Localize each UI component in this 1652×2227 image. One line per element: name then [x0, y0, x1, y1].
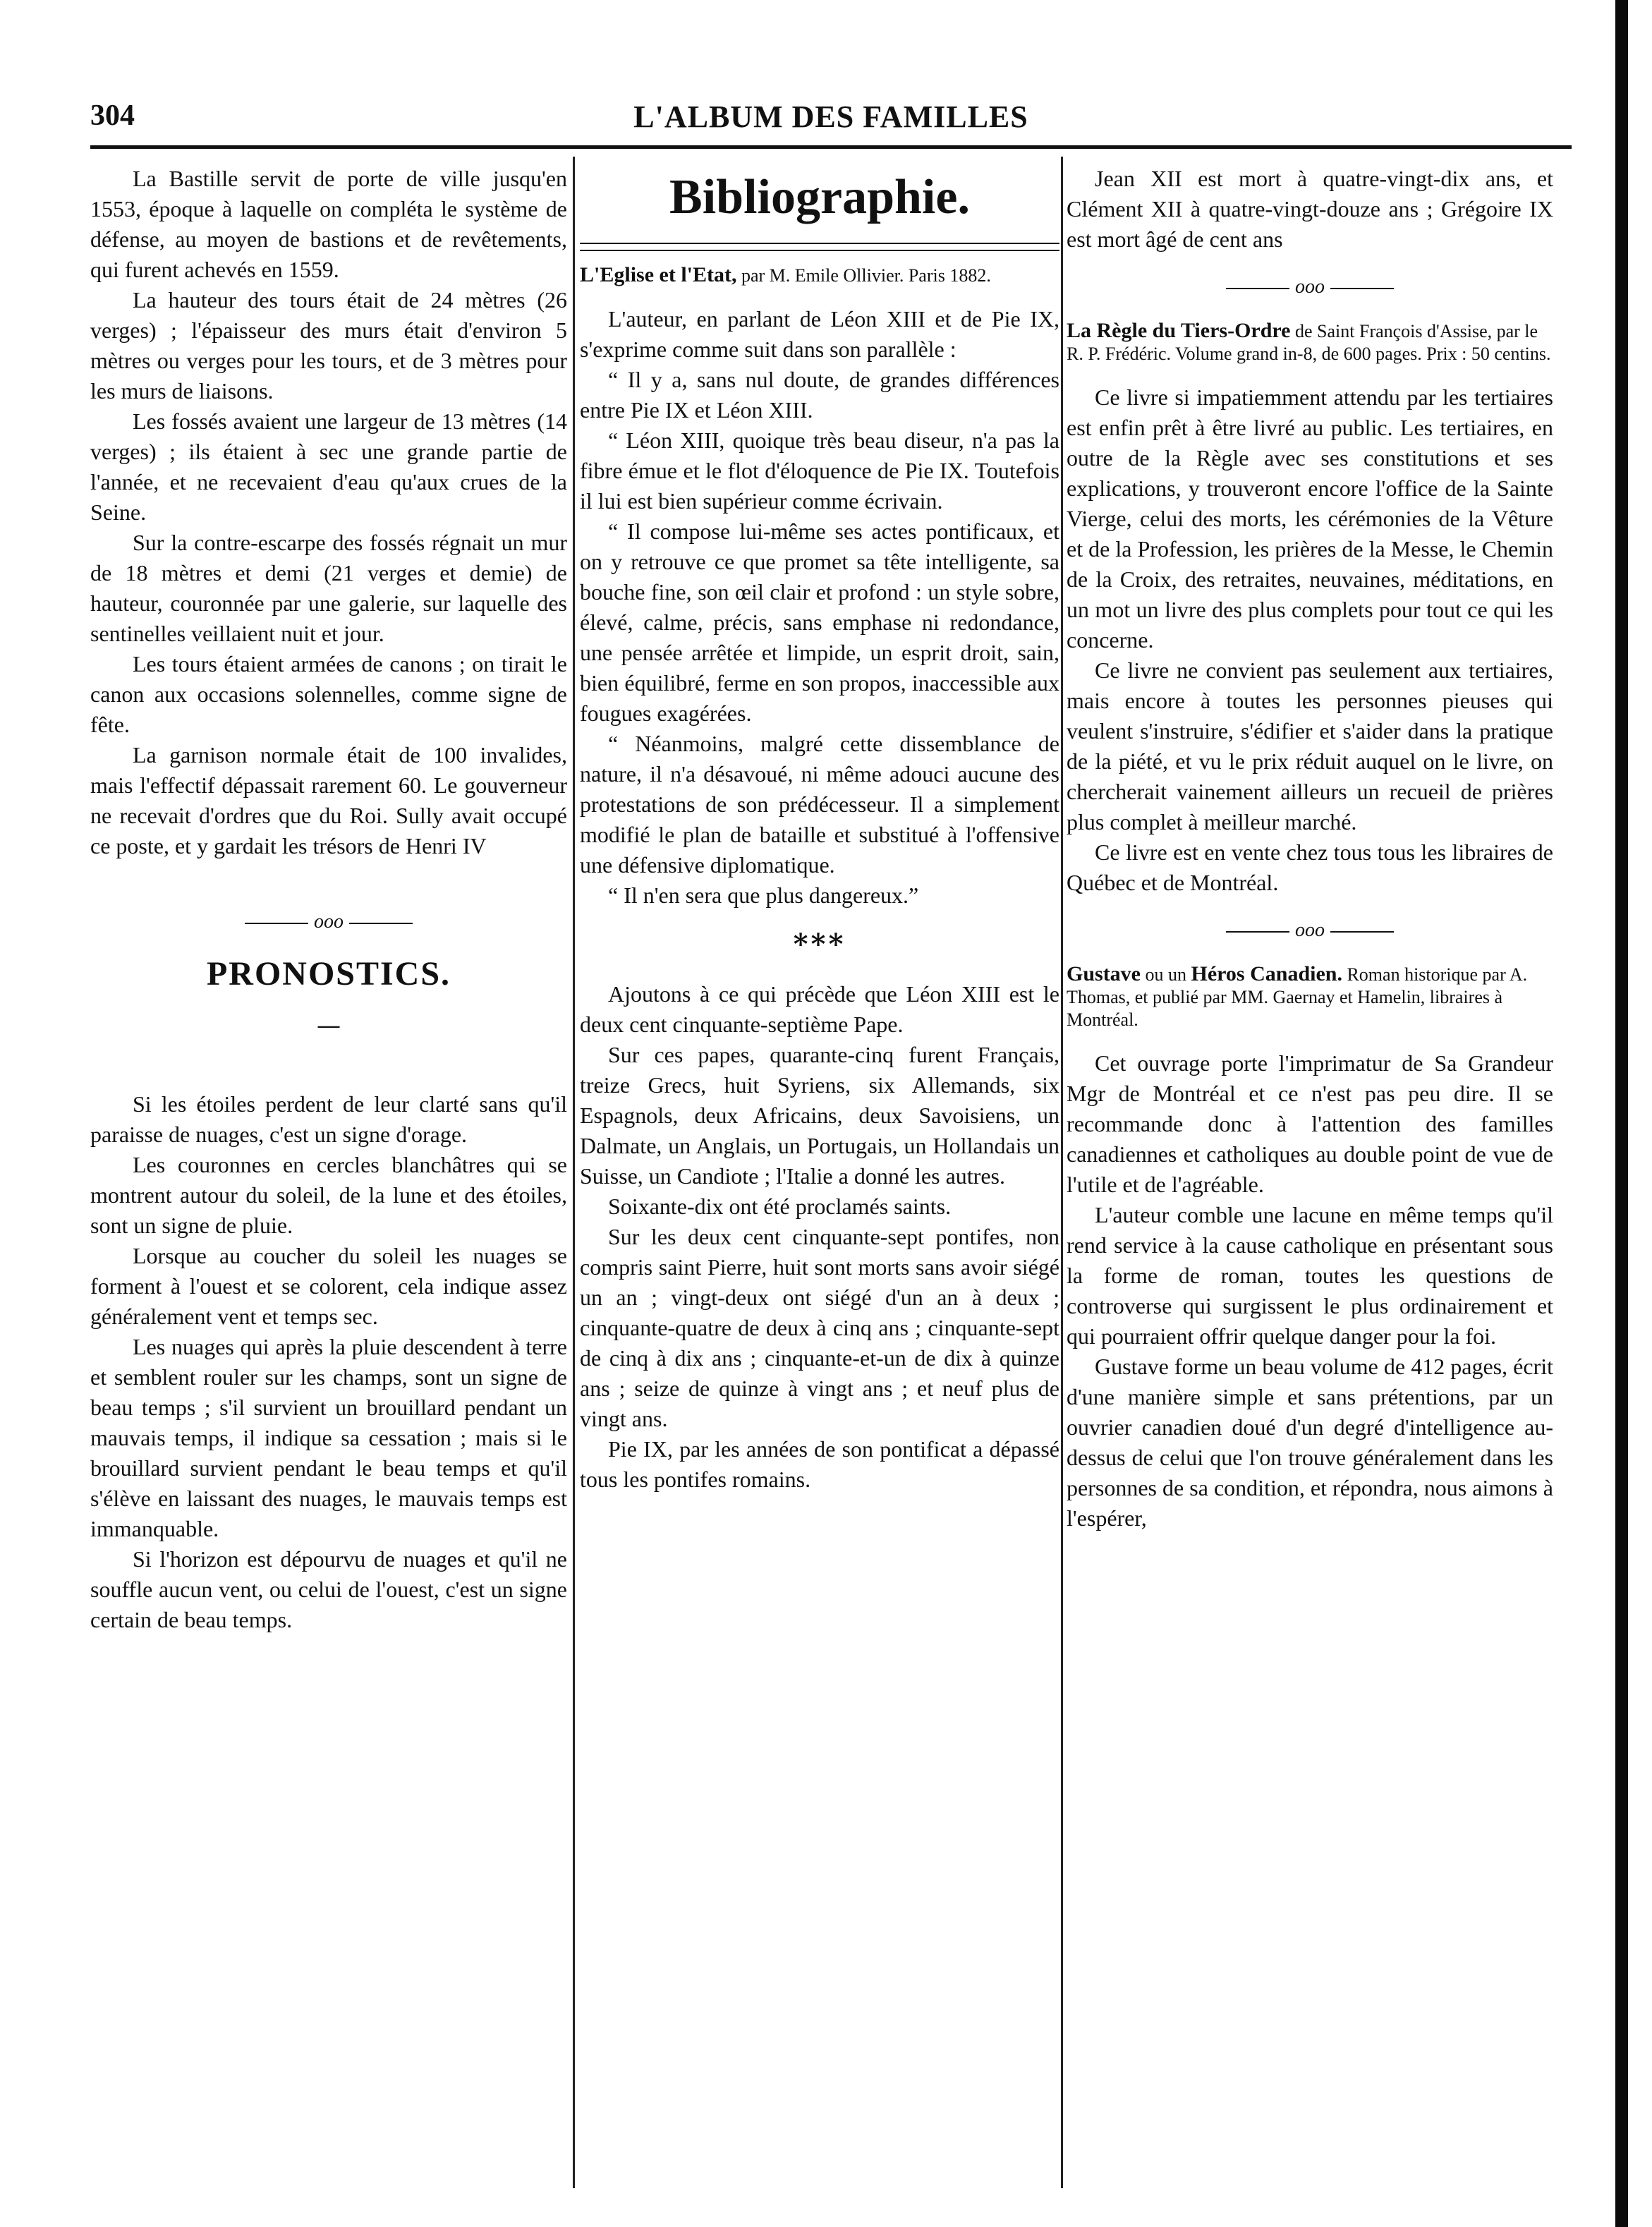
page-header [90, 99, 1572, 141]
paragraph: Ce livre est en vente chez tous tous les libraires de Québec et de Montréal. [1067, 839, 1553, 895]
bastille-article [90, 164, 567, 861]
paragraph: “ Il y a, sans nul doute, de grandes différences entre Pie IX et Léon XIII. [580, 367, 1059, 423]
asterism: *** [793, 928, 846, 961]
title-dash: — [317, 1012, 341, 1040]
paragraph: Lorsque au coucher du soleil les nuages se forment à l'ouest et se colorent, cela indique assez généralement vent et temps sec. [90, 1243, 567, 1329]
column-3 [1067, 164, 1553, 1534]
paragraph: “ Il compose lui-même ses actes pontificaux, et on y retrouve ce que promet sa tête intelligente, sa bouche fine, son œil clair et profond : un style sobre, élevé, calme, précis, sans emphase ni redondance, une pensée arrêtée et limpide, un esprit droit, sain, bien équilibré, ferme en son propos, inaccessible aux fougues exagérées. [580, 518, 1059, 726]
section-separator: ooo [1067, 919, 1553, 942]
section-separator: ooo [1067, 276, 1553, 298]
paragraph: Cet ouvrage porte l'imprimatur de Sa Grandeur Mgr de Montréal et ce n'est pas peu dire. Il se recommande donc à l'attention des familles canadiennes et catholiques au double point de vue de l'utile et de l'agréable. [1067, 1050, 1553, 1197]
paragraph: Ce livre si impatiemment attendu par les tertiaires est enfin prêt à être livré au public. Les tertiaires, en outre de la Règle avec ses constitutions et ses explications, y trouveront encore l'office de la Sainte Vierge, celui des morts, les cérémonies de la Vêture et de la Profession, les prières de la Messe, le Chemin de la Croix, des retraites, neuvaines, méditations, en un mot un livre des plus complets pour tout ce qui les concerne. [1067, 384, 1553, 653]
paragraph: Soixante-dix ont été proclamés saints. [608, 1194, 952, 1219]
book-heading [1067, 320, 1553, 365]
paragraph: “ Néanmoins, malgré cette dissemblance de nature, il n'a désavoué, ni même adouci aucune des protestations de son prédécesseur. Il a simplement modifié le plan de bataille et substitué à l'offensive une défensive diplomatique. [580, 731, 1059, 878]
paragraph: Sur la contre-escarpe des fossés régnait un mur de 18 mètres et demi (21 verges et demie) de hauteur, couronnée par une galerie, sur laquelle des sentinelles veillaient nuit et jour. [90, 530, 567, 646]
paragraph: Les fossés avaient une largeur de 13 mètres (14 verges) ; ils étaient à sec une grande partie de l'année, et ne recevaient d'eau qu'aux crues de la Seine. [90, 408, 567, 525]
running-title: L'ALBUM DES FAMILLES [633, 99, 1028, 134]
book-title: Gustave [1067, 962, 1141, 985]
paragraph: “ Il n'en sera que plus dangereux.” [608, 882, 919, 908]
paragraph: Les tours étaient armées de canons ; on tirait le canon aux occasions solennelles, comme signe de fête. [90, 651, 567, 737]
book-title: Héros Canadien. [1191, 962, 1342, 985]
book-title: La Règle du Tiers-Ordre [1067, 319, 1291, 342]
pronostics-title: PRONOSTICS. [206, 955, 451, 993]
page-number: 304 [90, 99, 135, 132]
paragraph: Pie IX, par les années de son pontificat a dépassé tous les pontifes romains. [580, 1436, 1059, 1492]
paragraph: Jean XII est mort à quatre-vingt-dix ans, et Clément XII à quatre-vingt-douze ans ; Grégoire IX est mort âgé de cent ans [1067, 166, 1553, 252]
book-info: de Saint François d'Assise, par le R. P. Frédéric. Volume grand in-8, de 600 pages. Prix : 50 centins. [1067, 321, 1551, 364]
page-edge-bar [1615, 0, 1628, 2227]
column-rule-2 [1061, 157, 1063, 2188]
paragraph: Ajoutons à ce qui précède que Léon XIII est le deux cent cinquante-septième Pape. [580, 981, 1059, 1037]
book-info: ou un [1141, 964, 1191, 985]
paragraph: Si les étoiles perdent de leur clarté sans qu'il paraisse de nuages, c'est un signe d'orage. [90, 1091, 567, 1147]
paragraph: Sur les deux cent cinquante-sept pontifes, non compris saint Pierre, huit sont morts sans avoir siégé un an ; vingt-deux ont siégé d'un an à deux ; cinquante-quatre de deux à cinq ans ; cinquante-sept de cinq à dix ans ; cinquante-et-un de dix à quinze ans ; seize de quinze à vingt ans ; et neuf plus de vingt ans. [580, 1224, 1059, 1431]
section-separator: ooo [90, 911, 567, 933]
paragraph: Si l'horizon est dépourvu de nuages et qu'il ne souffle aucun vent, ou celui de l'ouest, c'est un signe certain de beau temps. [90, 1546, 567, 1632]
paragraph: Les nuages qui après la pluie descendent à terre et semblent rouler sur les champs, sont un signe de beau temps ; s'il survient un brouillard pendant un mauvais temps, il indique sa cessation ; mais si le brouillard survient pendant le beau temps et qu'il s'élève en laissant des nuages, le mauvais temps est immanquable. [90, 1334, 567, 1541]
pronostics-article [90, 1089, 567, 1635]
paragraph: La hauteur des tours était de 24 mètres (26 verges) ; l'épaisseur des murs était d'environ 5 mètres ou verges pour les tours, et de 3 mètres pour les murs de liaisons. [90, 287, 567, 403]
paragraph: “ Léon XIII, quoique très beau diseur, n'a pas la fibre émue et le flot d'éloquence de Pie IX. Toutefois il lui est bien supérieur comme écrivain. [580, 427, 1059, 514]
paragraph: L'auteur comble une lacune en même temps qu'il rend service à la cause catholique en présentant sous la forme de roman, toutes les questions de controverse qui surgissent le plus ordinairement et qui pourraient offrir quelque danger pour la foi. [1067, 1202, 1553, 1349]
column-rule-1 [573, 157, 575, 2188]
book-heading [1067, 963, 1553, 1031]
column-1 [90, 164, 567, 1635]
book-title: L'Eglise et l'Etat, [580, 263, 737, 286]
bibliographie-title: Bibliographie. [669, 170, 970, 224]
paragraph: Ce livre ne convient pas seulement aux tertiaires, mais encore à toutes les personnes pieuses qui veulent s'instruire, s'édifier et s'aider dans la pratique de la piété, et vu le prix réduit auquel on le livre, on chercherait vainement ailleurs un recueil de prières plus complet à meilleur marché. [1067, 657, 1553, 835]
book-info: Roman historique par A. Thomas, et publié par MM. Gaernay et Hamelin, libraires à Montréal. [1067, 964, 1528, 1030]
paragraph: L'auteur, en parlant de Léon XIII et de Pie IX, s'exprime comme suit dans son parallèle : [580, 306, 1059, 362]
column-2 [580, 164, 1059, 1495]
header-rule [90, 145, 1572, 149]
paragraph: Sur ces papes, quarante-cinq furent Français, treize Grecs, huit Syriens, six Allemands, six Espagnols, deux Africains, deux Savoisiens, un Dalmate, un Anglais, un Portugais, un Hollandais un Suisse, un Candiote ; l'Italie a donné les autres. [580, 1042, 1059, 1189]
book-info: par M. Emile Ollivier. Paris 1882. [736, 265, 991, 286]
paragraph: Les couronnes en cercles blanchâtres qui se montrent autour du soleil, de la lune et des étoiles, sont un signe de pluie. [90, 1152, 567, 1238]
paragraph: Gustave forme un beau volume de 412 pages, écrit d'une manière simple et sans prétentions, par un ouvrier canadien doué d'un degré d'intelligence au-dessus de celui que l'on trouve généralement dans les personnes de sa condition, et répondra, nous aimons à l'espérer, [1067, 1354, 1553, 1531]
double-rule [580, 243, 1059, 251]
paragraph: La Bastille servit de porte de ville jusqu'en 1553, époque à laquelle on compléta le système de défense, au moyen de bastions et de revêtements, qui furent achevés en 1559. [90, 166, 567, 282]
paragraph: La garnison normale était de 100 invalides, mais l'effectif dépassait rarement 60. Le gouverneur ne recevait d'ordres que du Roi. Sully avait occupé ce poste, et y gardait les trésors de Henri IV [90, 742, 567, 858]
book-heading [580, 264, 1059, 287]
